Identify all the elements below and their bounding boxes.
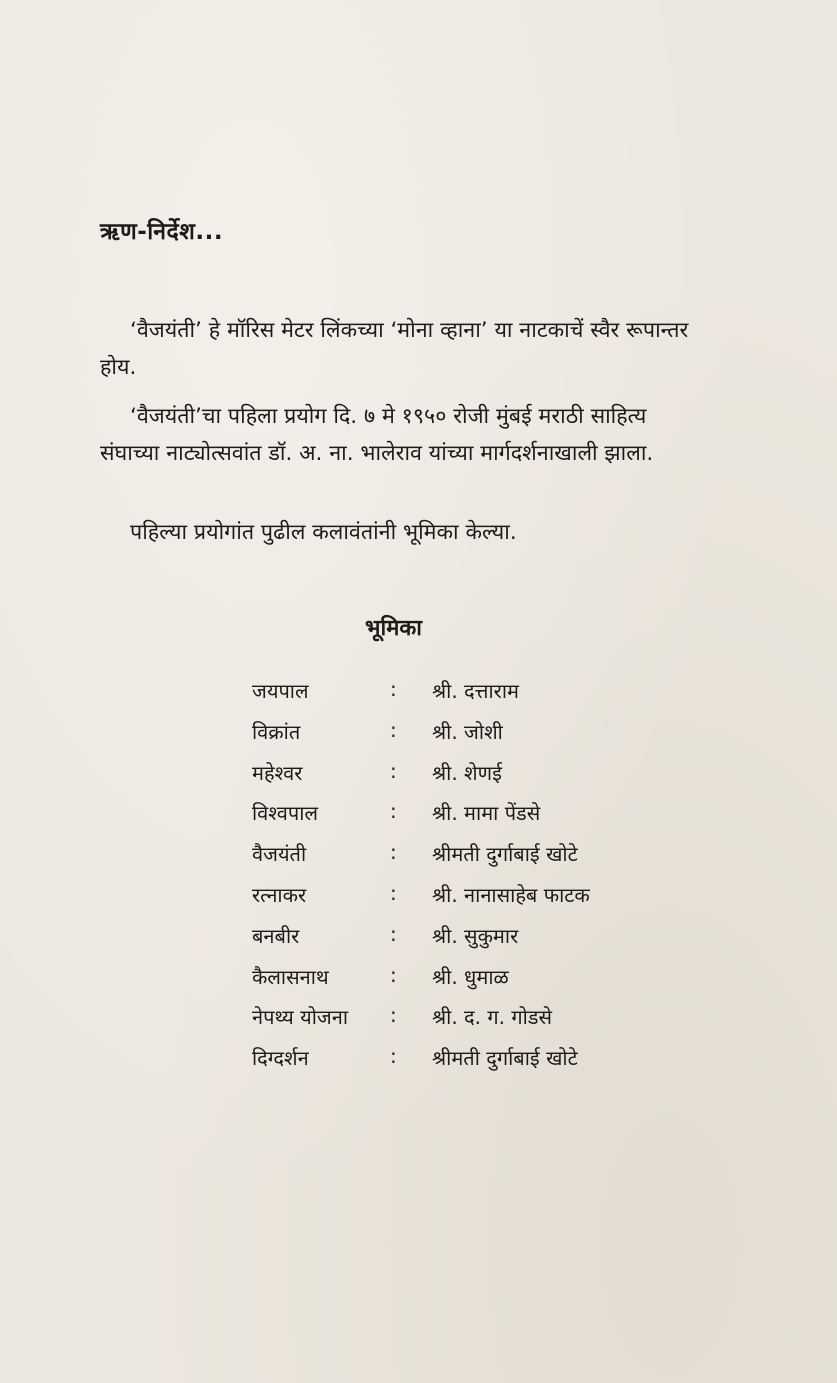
cast-row xyxy=(252,881,652,922)
cast-actor: श्री. मामा पेंडसे xyxy=(432,801,541,826)
cast-role: कैलासनाथ xyxy=(252,964,329,989)
cast-separator: : xyxy=(390,1003,397,1028)
cast-row xyxy=(252,1044,652,1085)
cast-actor: श्री. जोशी xyxy=(432,719,503,744)
cast-role: जयपाल xyxy=(252,679,309,703)
cast-actor: श्री. धुमाळ xyxy=(432,964,509,989)
cast-role: विक्रांत xyxy=(252,719,301,744)
roles-title: भूमिका xyxy=(365,616,422,641)
cast-actor: श्री. नानासाहेब फाटक xyxy=(432,882,590,907)
cast-role: दिग्दर्शन xyxy=(252,1046,309,1071)
cast-actor: श्री. शेणई xyxy=(432,760,502,785)
cast-separator: : xyxy=(390,717,397,742)
paragraph-text: ‘वैजयंती’चा पहिला प्रयोग दि. ७ मे १९५० रोजी मुंबई मराठी साहित्य संघाच्या नाट्योत्सवांत डॉ. अ. ना. भालेराव यांच्या मार्गदर्शनाखाली झाला. xyxy=(100,404,654,466)
cast-row xyxy=(252,922,652,963)
cast-row xyxy=(252,677,652,718)
cast-separator: : xyxy=(390,799,397,824)
cast-separator: : xyxy=(390,921,397,946)
cast-row xyxy=(252,718,652,759)
cast-actor: श्री. दत्ताराम xyxy=(432,679,519,703)
cast-list xyxy=(252,677,652,1085)
paragraph-text: ‘वैजयंती’ हे मॉरिस मेटर लिंकच्या ‘मोना व्हाना’ या नाटकाचें स्वैर रूपान्तर होय. xyxy=(100,318,689,380)
cast-separator: : xyxy=(390,677,397,701)
paragraph-cast-intro xyxy=(100,514,700,551)
cast-row xyxy=(252,759,652,800)
paragraph-adaptation-note xyxy=(100,312,700,386)
cast-row xyxy=(252,1003,652,1044)
cast-row xyxy=(252,840,652,881)
cast-row xyxy=(252,799,652,840)
cast-role: बनबीर xyxy=(252,923,300,948)
cast-actor: श्रीमती दुर्गाबाई खोटे xyxy=(432,1046,578,1071)
cast-separator: : xyxy=(390,962,397,987)
cast-actor: श्रीमती दुर्गाबाई खोटे xyxy=(432,842,578,867)
cast-actor: श्री. द. ग. गोडसे xyxy=(432,1005,553,1030)
cast-role: विश्वपाल xyxy=(252,801,319,826)
cast-role: नेपथ्य योजना xyxy=(252,1005,349,1030)
cast-row xyxy=(252,963,652,1004)
cast-separator: : xyxy=(390,1044,397,1069)
cast-separator: : xyxy=(390,880,397,905)
cast-separator: : xyxy=(390,758,397,783)
cast-role: वैजयंती xyxy=(252,842,307,867)
cast-role: महेश्वर xyxy=(252,760,303,785)
cast-role: रत्नाकर xyxy=(252,882,307,907)
page-heading: ऋण-निर्देश... xyxy=(100,219,224,245)
cast-actor: श्री. सुकुमार xyxy=(432,923,519,948)
paragraph-first-performance xyxy=(100,398,700,472)
cast-separator: : xyxy=(390,840,397,865)
paragraph-text: पहिल्या प्रयोगांत पुढील कलावंतांनी भूमिका केल्या. xyxy=(130,520,517,545)
